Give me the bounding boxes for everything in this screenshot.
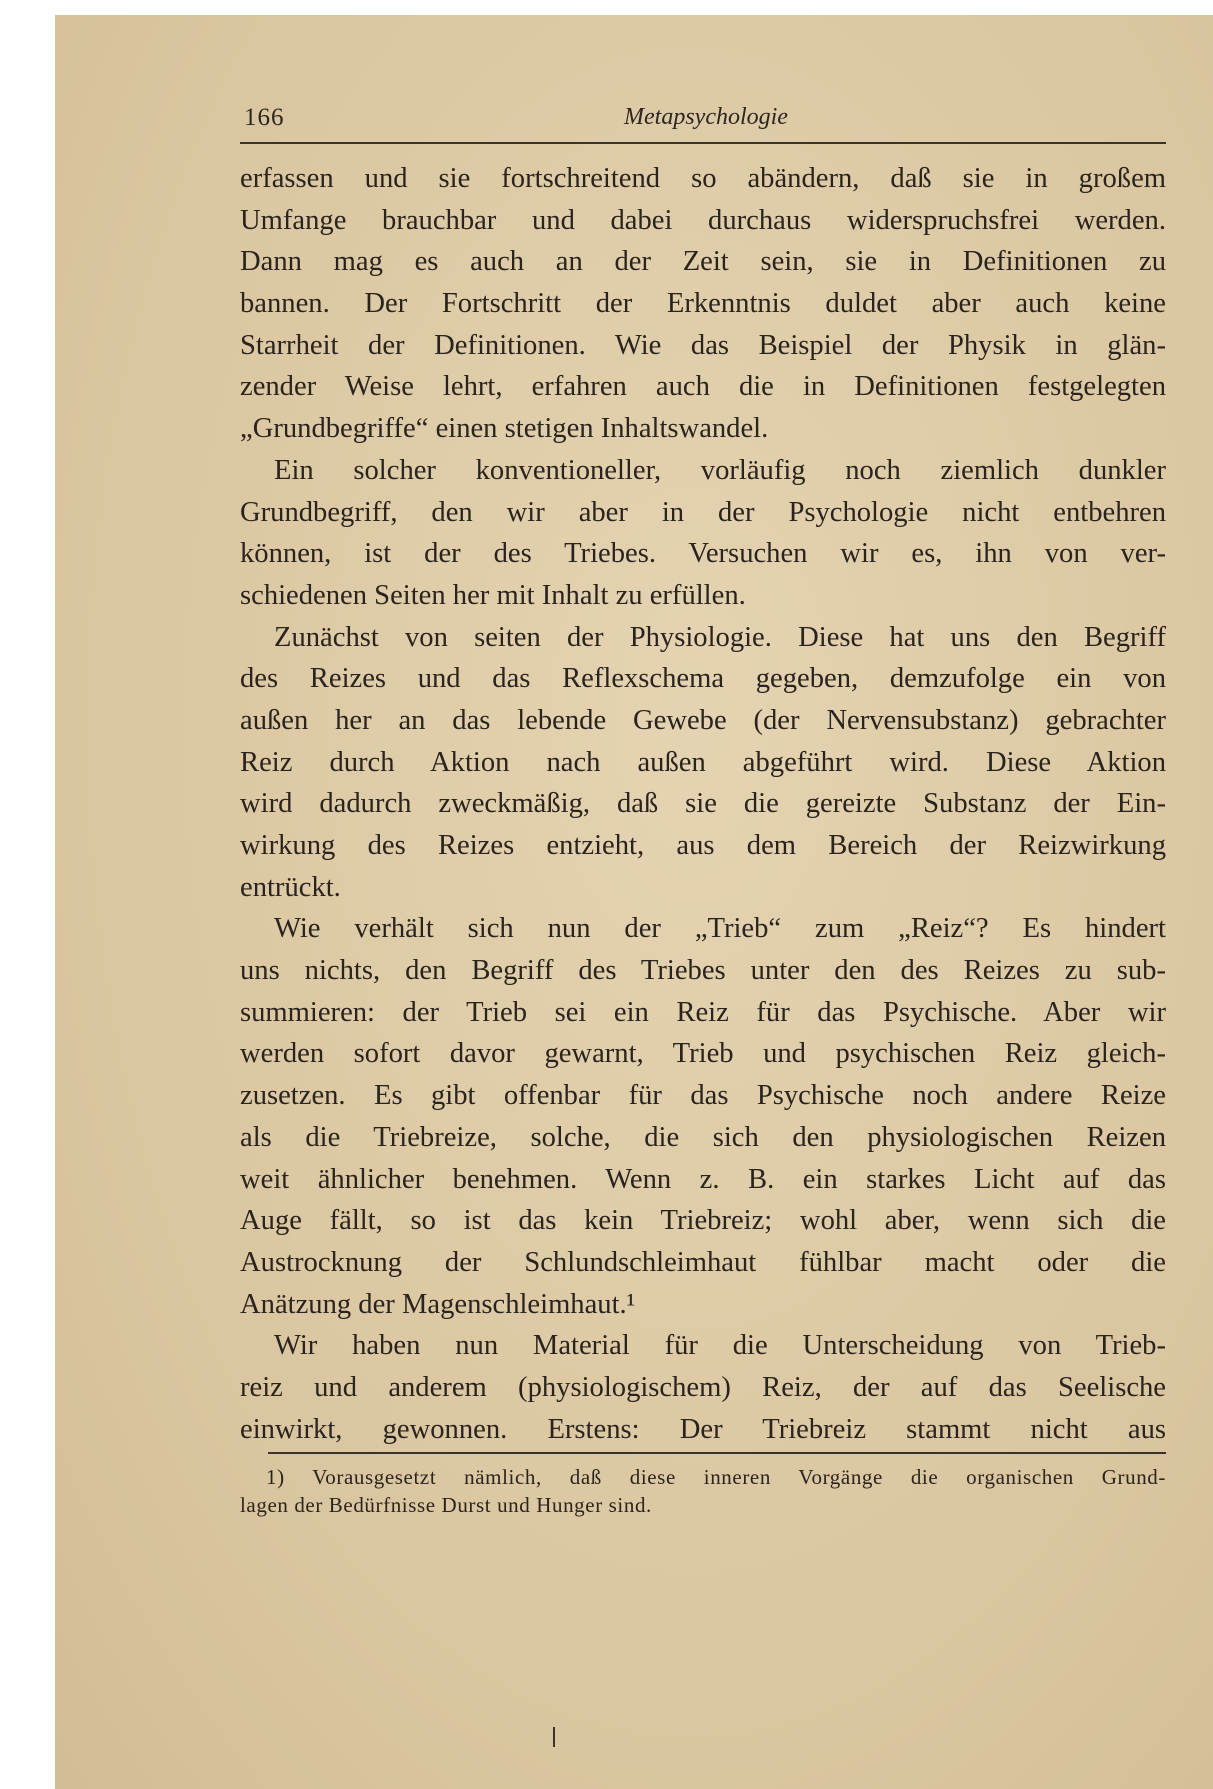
footnote-line: 1) Vorausgesetzt nämlich, daß diese inneren Vorgänge die organischen Grund- (266, 1465, 1166, 1489)
text-line: außen her an das lebende Gewebe (der Nervensubstanz) gebrachter (240, 704, 1166, 736)
text-line: schiedenen Seiten her mit Inhalt zu erfüllen. (240, 579, 746, 611)
text-line: einwirkt, gewonnen. Erstens: Der Triebreiz stammt nicht aus (240, 1413, 1166, 1445)
header-rule (240, 142, 1166, 144)
text-line: Umfange brauchbar und dabei durchaus widerspruchsfrei werden. (240, 204, 1166, 236)
text-line: erfassen und sie fortschreitend so abändern, daß sie in großem (240, 163, 1166, 194)
footnote-rule (268, 1452, 1166, 1454)
text-line: summieren: der Trieb sei ein Reiz für das Psychische. Aber wir (240, 996, 1166, 1028)
footnote-line: lagen der Bedürfnisse Durst und Hunger sind. (240, 1493, 652, 1517)
text-line: des Reizes und das Reflexschema gegeben, demzufolge ein von (240, 663, 1166, 695)
text-line: wirkung des Reizes entzieht, aus dem Bereich der Reizwirkung (240, 830, 1166, 861)
text-line: zusetzen. Es gibt offenbar für das Psychische noch andere Reize (240, 1080, 1166, 1112)
text-line: weit ähnlicher benehmen. Wenn z. B. ein starkes Licht auf das (240, 1163, 1166, 1195)
text-line: Anätzung der Magenschleimhaut.¹ (240, 1288, 636, 1320)
text-line: uns nichts, den Begriff des Triebes unter den des Reizes zu sub- (240, 955, 1166, 987)
text-line: Zunächst von seiten der Physiologie. Diese hat uns den Begriff (274, 621, 1166, 653)
footnotes (240, 1463, 1166, 1519)
text-line: Austrocknung der Schlundschleimhaut fühlbar macht oder die (240, 1246, 1166, 1278)
text-line: werden sofort davor gewarnt, Trieb und psychischen Reiz gleich- (240, 1038, 1166, 1070)
text-line: Wie verhält sich nun der „Trieb“ zum „Reiz“? Es hindert (274, 913, 1166, 945)
running-title: Metapsychologie (624, 104, 788, 130)
text-line: bannen. Der Fortschritt der Erkenntnis duldet aber auch keine (240, 288, 1166, 320)
text-line: können, ist der des Triebes. Versuchen wir es, ihn von ver- (240, 538, 1166, 570)
text-line: Grundbegriff, den wir aber in der Psychologie nicht entbehren (240, 496, 1166, 528)
body-text (240, 158, 1166, 1450)
print-speck (553, 1727, 555, 1747)
text-line: reiz und anderem (physiologischem) Reiz, der auf das Seelische (240, 1371, 1166, 1403)
text-line: als die Triebreize, solche, die sich den physiologischen Reizen (240, 1121, 1166, 1153)
text-line: Dann mag es auch an der Zeit sein, sie in Definitionen zu (240, 246, 1166, 278)
text-line: „Grundbegriffe“ einen stetigen Inhaltswandel. (240, 413, 769, 445)
text-line: Starrheit der Definitionen. Wie das Beispiel der Physik in glän- (240, 329, 1166, 361)
text-line: Reiz durch Aktion nach außen abgeführt wird. Diese Aktion (240, 746, 1166, 778)
text-line: Auge fällt, so ist das kein Triebreiz; wohl aber, wenn sich die (240, 1205, 1166, 1237)
page-number: 166 (244, 104, 285, 131)
text-line: wird dadurch zweckmäßig, daß sie die gereizte Substanz der Ein- (240, 788, 1166, 820)
page-header (244, 104, 1168, 138)
text-line: Ein solcher konventioneller, vorläufig noch ziemlich dunkler (274, 454, 1166, 486)
text-line: Wir haben nun Material für die Unterscheidung von Trieb- (274, 1330, 1166, 1362)
text-line: entrückt. (240, 871, 341, 903)
text-line: zender Weise lehrt, erfahren auch die in Definitionen festgelegten (240, 371, 1166, 403)
